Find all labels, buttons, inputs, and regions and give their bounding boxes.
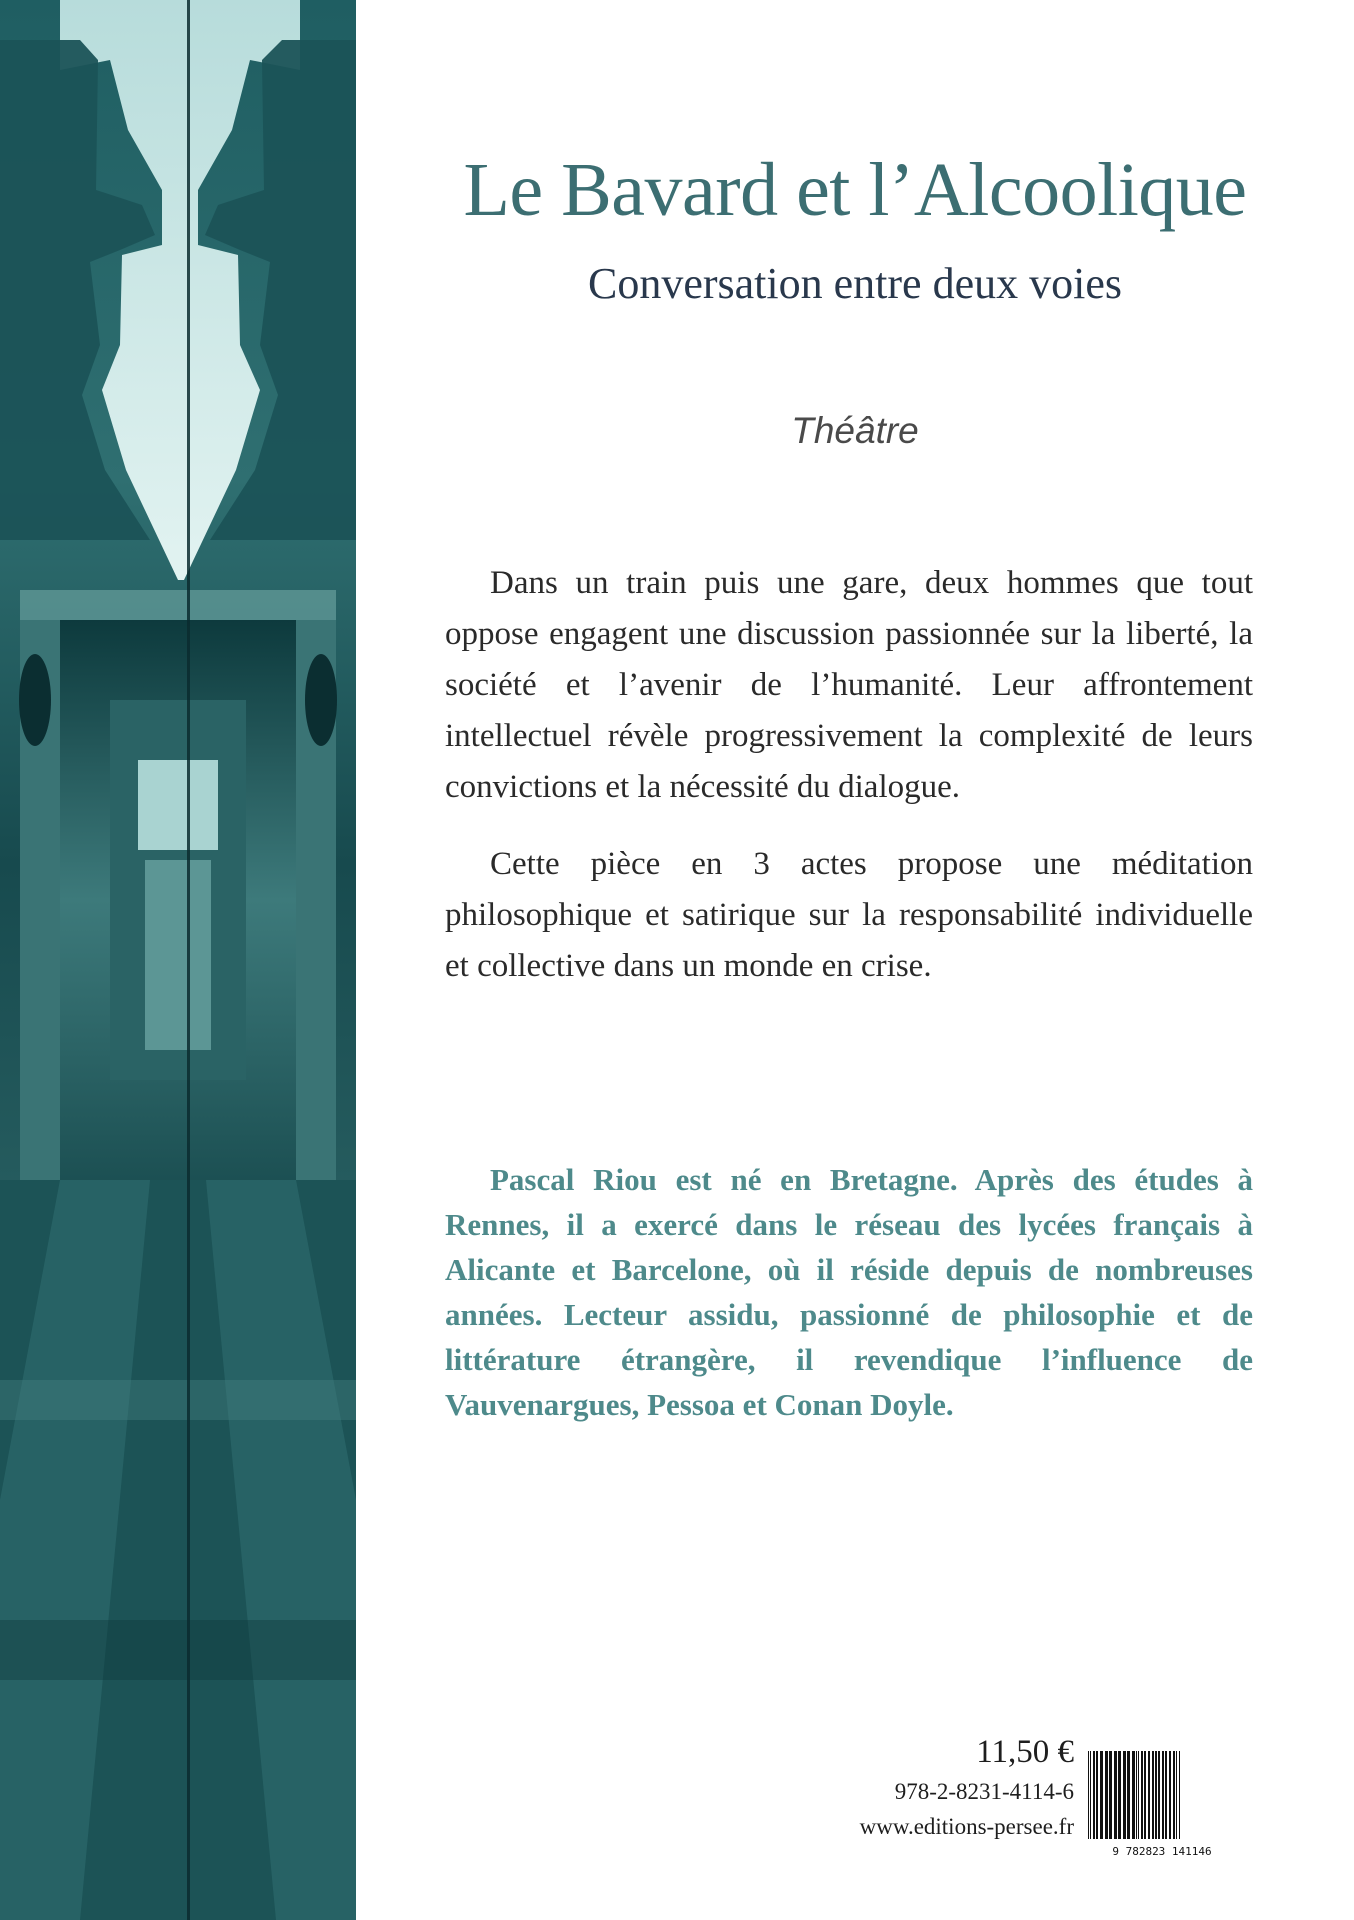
barcode-bar (1118, 1751, 1121, 1839)
author-bio: Pascal Riou est né en Bretagne. Après des études à Rennes, il a exercé dans le réseau des lycées français à Alicante et Barcelone, où il réside depuis de nombreuses années. Lecteur assidu, passionné de philosophie et de littérature étrangère, il revendique l’influence de Vauvenargues, Pessoa et Conan Doyle. (445, 1162, 1253, 1422)
barcode-bar (1132, 1751, 1135, 1839)
synopsis (445, 558, 1253, 1018)
isbn-barcode (1082, 1747, 1242, 1859)
price: 11,50 € (976, 1734, 1074, 1770)
barcode-bar (1090, 1751, 1091, 1839)
barcode-bar (1096, 1751, 1098, 1839)
book-subtitle: Conversation entre deux voies (588, 259, 1122, 308)
synopsis-paragraph: Dans un train puis une gare, deux hommes que tout oppose engagent une discussion passionnée sur la liberté, la société et l’avenir de l’humanité. Leur affrontement intellectuel révèle progressivement la complexité de leurs convictions et la nécessité du dialogue. (445, 565, 1253, 805)
barcode-bar (1123, 1751, 1126, 1839)
book-title: Le Bavard et l’Alcoolique (463, 148, 1247, 232)
barcode-bar (1162, 1751, 1164, 1839)
isbn: 978-2-8231-4114-6 (894, 1779, 1074, 1804)
barcode-bar (1158, 1751, 1160, 1839)
barcode-bar (1109, 1751, 1112, 1839)
barcode-bar (1136, 1751, 1137, 1839)
barcode-bar (1155, 1751, 1157, 1839)
barcode-bar (1148, 1751, 1150, 1839)
barcode-bar (1152, 1751, 1154, 1839)
barcode-bar (1100, 1751, 1103, 1839)
synopsis-paragraph: Cette pièce en 3 actes propose une méditation philosophique et satirique sur la responsabilité individuelle et collective dans un monde en crise. (445, 846, 1253, 984)
cover-artwork (0, 0, 356, 1920)
barcode-digits: 9 782823 141146 (1112, 1845, 1212, 1858)
barcode-image (1082, 1747, 1242, 1859)
barcode-bar (1138, 1751, 1139, 1839)
barcode-bar (1176, 1751, 1177, 1839)
barcode-bar (1093, 1751, 1095, 1839)
publication-info (860, 1730, 1074, 1844)
barcode-bar (1127, 1751, 1130, 1839)
barcode-bar (1173, 1751, 1175, 1839)
publisher-website: www.editions-persee.fr (859, 1814, 1074, 1839)
back-cover-content (356, 0, 1354, 1920)
barcode-bar (1179, 1751, 1180, 1839)
barcode-bar (1169, 1751, 1171, 1839)
barcode-bar (1165, 1751, 1167, 1839)
barcode-bar (1141, 1751, 1143, 1839)
barcode-bar (1144, 1751, 1146, 1839)
barcode-bar (1088, 1751, 1089, 1839)
barcode-bar (1114, 1751, 1117, 1839)
barcode-bar (1105, 1751, 1108, 1839)
artwork-illustration (0, 0, 356, 1920)
book-genre: Théâtre (791, 410, 919, 451)
